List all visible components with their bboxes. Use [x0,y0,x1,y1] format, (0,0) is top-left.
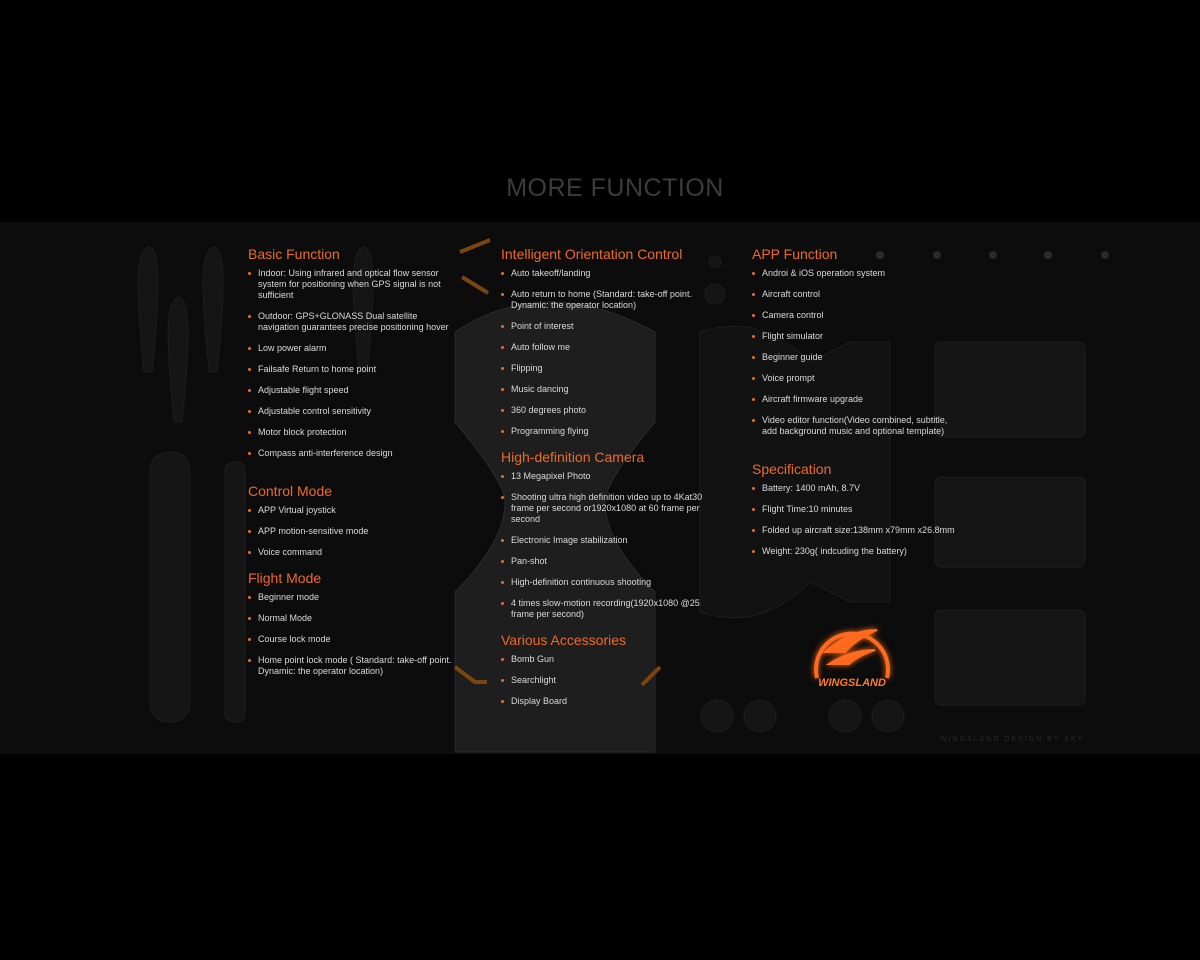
list-item: Bomb Gun [501,654,711,665]
page-title: MORE FUNCTION [506,174,724,202]
accessories-list [501,654,711,707]
list-item: Compass anti-interference design [248,448,458,459]
list-item: Low power alarm [248,343,458,354]
section-title-accessories: Various Accessories [501,632,627,648]
middle-column [501,246,711,719]
section-title-flight-mode: Flight Mode [248,570,322,586]
list-item: Video editor function(Video combined, subtitle, add background music and optional template) [752,415,962,437]
logo-text: WINGSLAND [818,677,886,689]
list-item: Flight simulator [752,331,962,342]
left-column [248,246,458,689]
intelligent-orientation-list [501,268,711,437]
control-mode-list [248,505,458,558]
watermark: WINGSLAND DESIGN BY SKY [940,736,1085,743]
section-title-hd-camera: High-definition Camera [501,449,645,465]
list-item: 4 times slow-motion recording(1920x1080 @25 frame per second) [501,598,711,620]
section-title-app-function: APP Function [752,246,838,262]
list-item: Beginner guide [752,352,962,363]
section-title-intelligent-orientation: Intelligent Orientation Control [501,246,683,262]
section-title-control-mode: Control Mode [248,483,333,499]
list-item: Course lock mode [248,634,458,645]
right-column [752,246,962,569]
list-item: Camera control [752,310,962,321]
list-item: Adjustable control sensitivity [248,406,458,417]
list-item: High-definition continuous shooting [501,577,711,588]
hd-camera-list [501,471,711,620]
section-title-basic-function: Basic Function [248,246,340,262]
section-title-specification: Specification [752,461,832,477]
list-item: Flight Time:10 minutes [752,504,962,515]
list-item: Voice command [248,547,458,558]
list-item: Battery: 1400 mAh, 8.7V [752,483,962,494]
list-item: Folded up aircraft size:138mm x79mm x26.8mm [752,525,962,536]
list-item: Failsafe Return to home point [248,364,458,375]
list-item: Auto follow me [501,342,711,353]
list-item: Programming flying [501,426,711,437]
basic-function-list [248,268,458,459]
list-item: Electronic Image stabilization [501,535,711,546]
list-item: Indoor: Using infrared and optical flow sensor system for positioning when GPS signal is not sufficient [248,268,458,301]
flight-mode-list [248,592,458,677]
list-item: Shooting ultra high definition video up to 4Kat30 frame per second or1920x1080 at 60 frame per second [501,492,711,525]
list-item: Beginner mode [248,592,458,603]
feature-panel [0,222,1200,754]
list-item: 13 Megapixel Photo [501,471,711,482]
list-item: Aircraft control [752,289,962,300]
list-item: Adjustable flight speed [248,385,458,396]
list-item: 360 degrees photo [501,405,711,416]
list-item: Outdoor: GPS+GLONASS Dual satellite navigation guarantees precise positioning hover [248,311,458,333]
list-item: Display Board [501,696,711,707]
list-item: Auto takeoff/landing [501,268,711,279]
list-item: Pan-shot [501,556,711,567]
list-item: Motor block protection [248,427,458,438]
list-item: Aircraft firmware upgrade [752,394,962,405]
list-item: Voice prompt [752,373,962,384]
list-item: APP motion-sensitive mode [248,526,458,537]
list-item: Searchlight [501,675,711,686]
list-item: Music dancing [501,384,711,395]
list-item: Point of interest [501,321,711,332]
list-item: APP Virtual joystick [248,505,458,516]
specification-list [752,483,962,557]
list-item: Flipping [501,363,711,374]
list-item: Auto return to home (Standard: take-off point. Dynamic: the operator location) [501,289,711,311]
list-item: Home point lock mode ( Standard: take-off point. Dynamic: the operator location) [248,655,458,677]
app-function-list [752,268,962,437]
list-item: Weight: 230g( indcuding the battery) [752,546,962,557]
wingsland-logo [795,612,909,702]
list-item: Androi & iOS operation system [752,268,962,279]
list-item: Normal Mode [248,613,458,624]
